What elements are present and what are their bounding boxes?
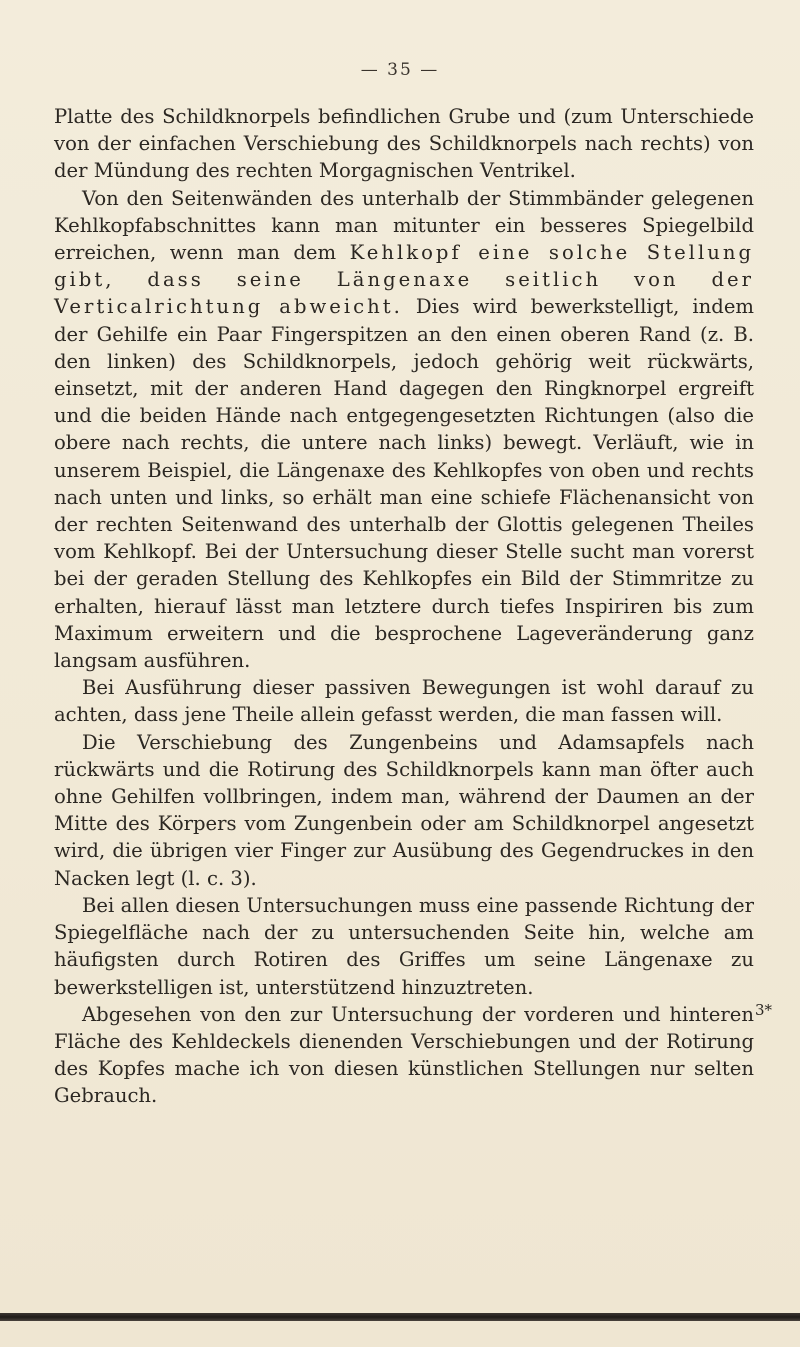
- paragraph-3: Bei Ausführung dieser passiven Bewegungen ist wohl darauf zu achten, dass jene Theile allein gefasst werden, die man fassen will.: [54, 676, 754, 727]
- signature-mark: 3*: [755, 1001, 773, 1019]
- bottom-edge-rule: [0, 1313, 800, 1321]
- paragraph-2-emphasis: Kehlkopf eine solche Stellung gibt, dass seine Längenaxe seitlich von der Verticalrichtung abweicht.: [54, 241, 754, 319]
- paragraph-2: [54, 185, 754, 675]
- paragraph-6: Abgesehen von den zur Untersuchung der vorderen und hinteren Fläche des Kehldeckels dienenden Verschiebungen und der Rotirung des Kopfes mache ich von diesen künstlichen Stellungen nur selten Gebrauch.: [54, 1002, 754, 1108]
- paragraph-1: Platte des Schildknorpels befindlichen Grube und (zum Unterschiede von der einfachen Verschiebung des Schildknorpels nach rechts) von der Mündung des rechten Morgagnischen Ventrikel.: [54, 105, 754, 183]
- page-number: — 35 —: [360, 60, 440, 80]
- paragraph-4: Die Verschiebung des Zungenbeins und Adamsapfels nach rückwärts und die Rotirung des Schildknorpels kann man öfter auch ohne Gehilfen vollbringen, indem man, während der Daumen an der Mitte des Körpers vom Zungenbein oder am Schildknorpel angesetzt wird, die übrigen vier Finger zur Ausübung des Gegendruckes in den Nacken legt (l. c. 3).: [54, 730, 754, 890]
- paragraph-5: Bei allen diesen Untersuchungen muss eine passende Richtung der Spiegelfläche nach der zu untersuchenden Seite hin, welche am häufigsten durch Rotiren des Griffes um seine Längenaxe zu bewerkstelligen ist, unterstützend hinzuztreten.: [54, 893, 754, 999]
- body-text: [54, 103, 754, 1110]
- paragraph-2-trail: Dies wird bewerkstelligt, indem der Gehilfe ein Paar Fingerspitzen an den einen oberen Rand (z. B. den linken) des Schildknorpels, jedoch gehörig weit rückwärts, einsetzt, mit der anderen Hand dagegen den Ringknorpel ergreift und die beiden Hände nach entgegengesetzten Richtungen (also die obere nach rechts, die untere nach links) bewegt. Verläuft, wie in unserem Beispiel, die Längenaxe des Kehlkopfes von oben und rechts nach unten und links, so erhält man eine schiefe Flächenansicht von der rechten Seitenwand des unterhalb der Glottis gelegenen Theiles vom Kehlkopf. Bei der Untersuchung dieser Stelle sucht man vorerst bei der geraden Stellung des Kehlkopfes ein Bild der Stimmritze zu erhalten, hierauf lässt man letztere durch tiefes Inspiriren bis zum Maximum erweitern und die besprochene Lageveränderung ganz langsam ausführen.: [54, 295, 754, 673]
- paragraph-2-lead: Von den Seitenwänden des unterhalb der Stimmbänder gelegenen Kehlkopfabschnittes kann man mitunter ein besseres Spiegelbild erreichen, wenn man dem: [54, 186, 754, 265]
